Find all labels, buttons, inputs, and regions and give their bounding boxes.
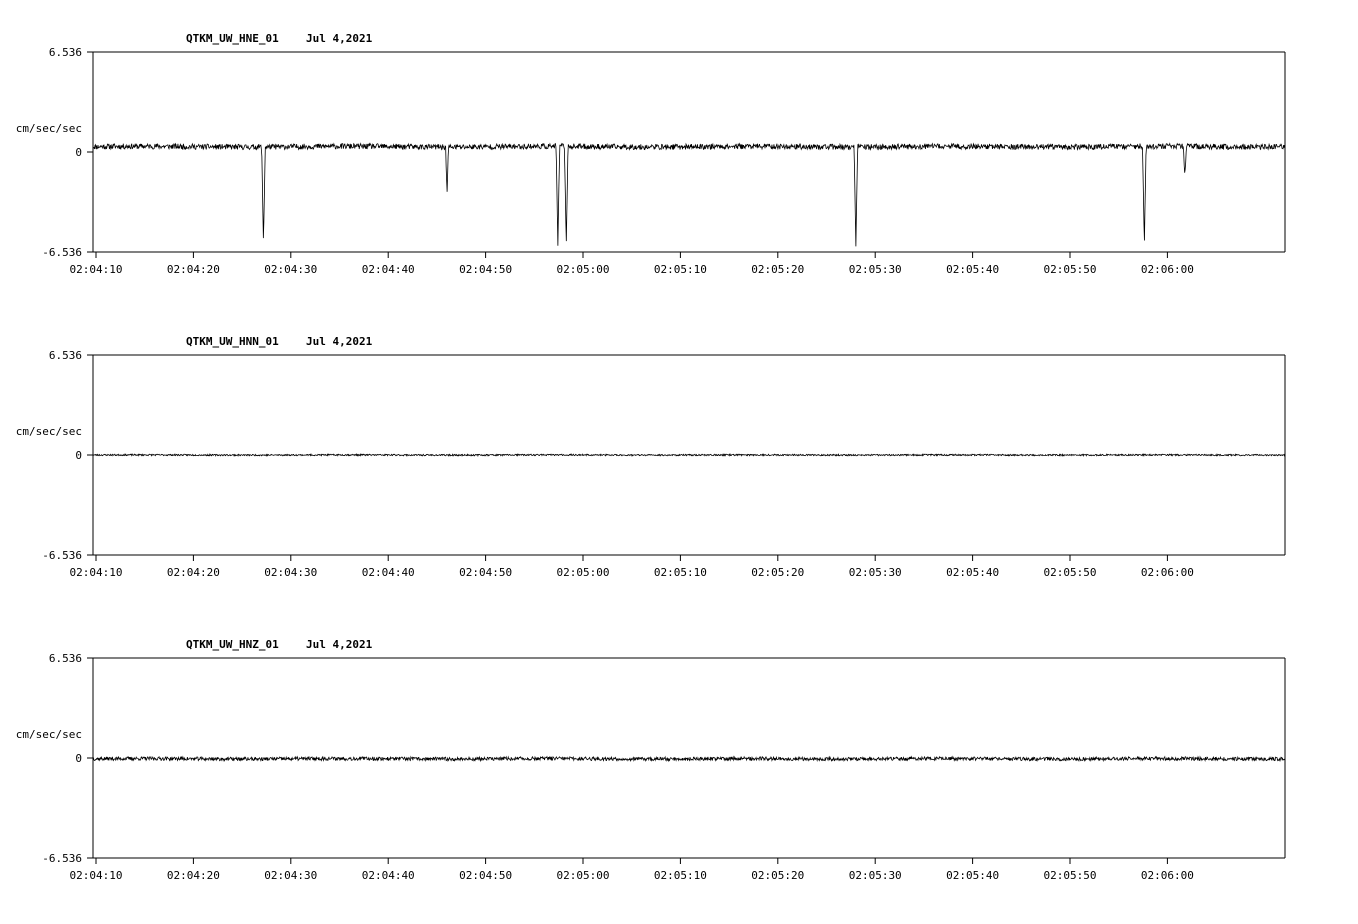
x-tick-label: 02:04:40 <box>361 869 415 882</box>
y-axis-label: cm/sec/sec <box>15 425 82 438</box>
x-tick-label: 02:04:40 <box>361 566 415 579</box>
x-tick-label: 02:05:30 <box>848 869 902 882</box>
x-tick-label: 02:05:10 <box>653 263 707 276</box>
x-tick-label: 02:05:00 <box>556 566 610 579</box>
x-tick-label: 02:04:20 <box>166 566 220 579</box>
seismogram-panel-hnz <box>0 606 1358 916</box>
seismogram-panel-hnn <box>0 303 1358 603</box>
x-tick-label: 02:05:20 <box>751 263 805 276</box>
x-tick-label: 02:05:00 <box>556 263 610 276</box>
x-tick-label: 02:05:30 <box>848 263 902 276</box>
y-tick-label: 0 <box>75 752 82 765</box>
x-tick-label: 02:04:30 <box>264 869 318 882</box>
waveform-trace <box>93 144 1285 247</box>
x-tick-label: 02:06:00 <box>1140 566 1194 579</box>
x-tick-label: 02:05:50 <box>1043 263 1097 276</box>
y-axis-label: cm/sec/sec <box>15 728 82 741</box>
x-tick-label: 02:04:30 <box>264 263 318 276</box>
plot-title: QTKM_UW_HNZ_01 <box>186 638 279 651</box>
x-tick-label: 02:05:50 <box>1043 869 1097 882</box>
y-tick-label: -6.536 <box>42 852 82 865</box>
x-tick-label: 02:05:20 <box>751 566 805 579</box>
y-tick-label: -6.536 <box>42 246 82 259</box>
y-tick-label: 6.536 <box>48 652 82 665</box>
seismogram-plot-hne <box>0 0 1358 300</box>
plot-title: QTKM_UW_HNN_01 <box>186 335 279 348</box>
plot-date: Jul 4,2021 <box>306 32 373 45</box>
seismogram-plot-hnn <box>0 303 1358 603</box>
x-tick-label: 02:04:20 <box>166 869 220 882</box>
x-tick-label: 02:04:10 <box>69 263 123 276</box>
waveform-trace <box>93 757 1285 761</box>
x-tick-label: 02:05:40 <box>946 566 1000 579</box>
plot-title: QTKM_UW_HNE_01 <box>186 32 279 45</box>
y-tick-label: 0 <box>75 146 82 159</box>
x-tick-label: 02:04:50 <box>459 566 513 579</box>
seismogram-plot-hnz <box>0 606 1358 916</box>
x-tick-label: 02:04:50 <box>459 263 513 276</box>
x-tick-label: 02:05:20 <box>751 869 805 882</box>
x-tick-label: 02:05:40 <box>946 869 1000 882</box>
x-tick-label: 02:04:20 <box>166 263 220 276</box>
y-tick-label: 0 <box>75 449 82 462</box>
x-tick-label: 02:04:50 <box>459 869 513 882</box>
x-tick-label: 02:04:10 <box>69 566 123 579</box>
plot-date: Jul 4,2021 <box>306 638 373 651</box>
x-tick-label: 02:05:10 <box>653 566 707 579</box>
seismogram-panel-hne <box>0 0 1358 300</box>
x-tick-label: 02:05:30 <box>848 566 902 579</box>
waveform-trace <box>93 454 1285 456</box>
x-tick-label: 02:05:40 <box>946 263 1000 276</box>
x-tick-label: 02:04:10 <box>69 869 123 882</box>
y-tick-label: 6.536 <box>48 349 82 362</box>
x-tick-label: 02:04:30 <box>264 566 318 579</box>
x-tick-label: 02:06:00 <box>1140 263 1194 276</box>
plot-date: Jul 4,2021 <box>306 335 373 348</box>
x-tick-label: 02:05:10 <box>653 869 707 882</box>
y-axis-label: cm/sec/sec <box>15 122 82 135</box>
x-tick-label: 02:06:00 <box>1140 869 1194 882</box>
y-tick-label: -6.536 <box>42 549 82 562</box>
x-tick-label: 02:05:00 <box>556 869 610 882</box>
y-tick-label: 6.536 <box>48 46 82 59</box>
x-tick-label: 02:05:50 <box>1043 566 1097 579</box>
x-tick-label: 02:04:40 <box>361 263 415 276</box>
